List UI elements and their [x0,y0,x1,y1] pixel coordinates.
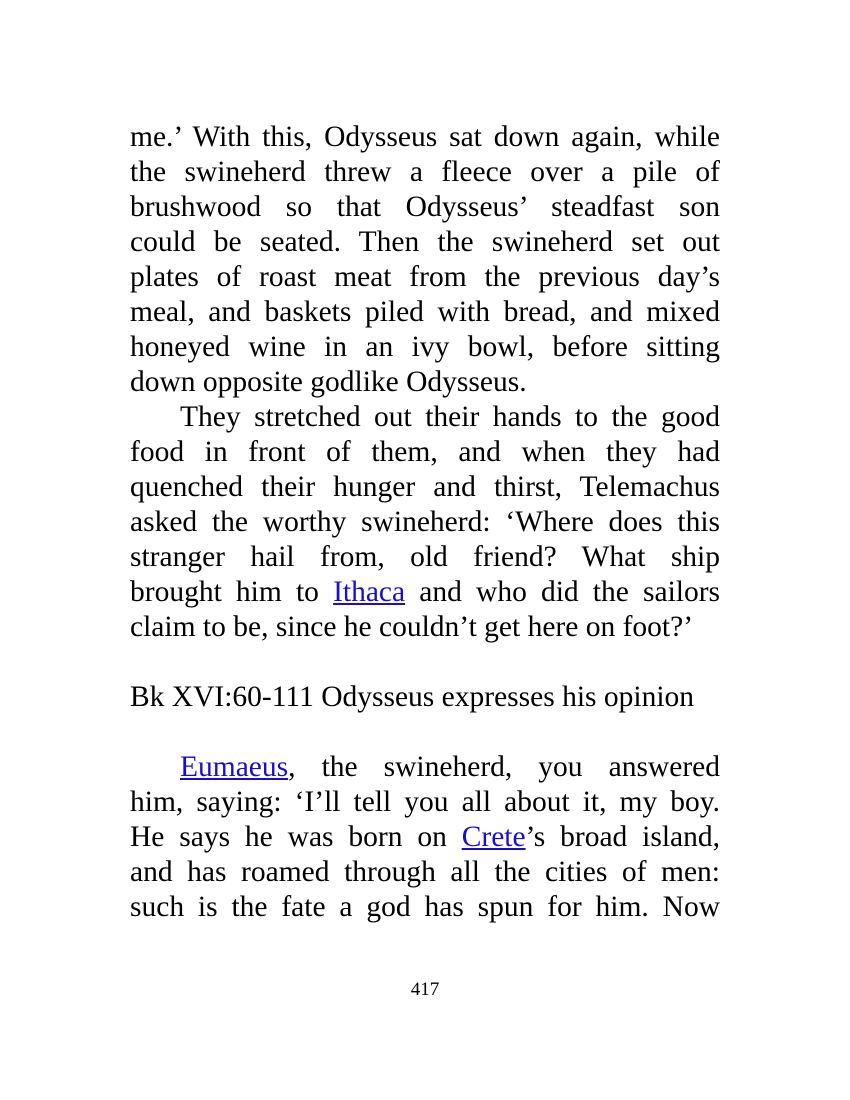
spacer [130,645,720,680]
text-line [130,820,720,855]
text-line: him, saying: ‘I’ll tell you all about it, my boy. [130,786,720,818]
paragraph [130,120,720,400]
page-number: 417 [410,979,440,1000]
text-line: such is the fate a god has spun for him. Now [130,891,720,923]
text-line: food in front of them, and when they had [130,436,720,468]
text-segment: , the swineherd, you answered [288,751,720,783]
text-line: claim to be, since he couldn’t get here on foot?’ [130,611,694,643]
spacer [130,715,720,750]
text-line: meal, and baskets piled with bread, and mixed [130,296,720,328]
text-line: the swineherd threw a fleece over a pile of [130,156,720,188]
crete-link[interactable]: Crete [461,821,526,853]
text-line: honeyed wine in an ivy bowl, before sitting [130,331,720,363]
paragraph [130,750,720,925]
text-line: asked the worthy swineherd: ‘Where does this [130,506,720,538]
text-line: down opposite godlike Odysseus. [130,366,527,398]
section-heading: Bk XVI:60-111 Odysseus expresses his opinion [130,681,695,713]
text-line: quenched their hunger and thirst, Telemachus [130,471,720,503]
page-body [130,120,720,925]
ithaca-link[interactable]: Ithaca [333,576,406,608]
text-segment: He says he was born on [130,821,462,853]
text-line [130,750,720,785]
text-line [130,575,720,610]
text-line: plates of roast meat from the previous day’s [130,261,720,293]
paragraph [130,400,720,645]
text-line: me.’ With this, Odysseus sat down again, while [130,121,720,153]
text-line: brushwood so that Odysseus’ steadfast son [130,191,720,223]
eumaeus-link[interactable]: Eumaeus [180,751,289,783]
text-segment: ’s broad island, [525,821,721,853]
text-line: and has roamed through all the cities of men: [130,856,720,888]
text-segment: brought him to [130,576,334,608]
text-line: could be seated. Then the swineherd set out [130,226,720,258]
text-line: stranger hail from, old friend? What ship [130,541,720,573]
text-line: They stretched out their hands to the good [180,401,720,433]
text-segment: and who did the sailors [405,576,721,608]
